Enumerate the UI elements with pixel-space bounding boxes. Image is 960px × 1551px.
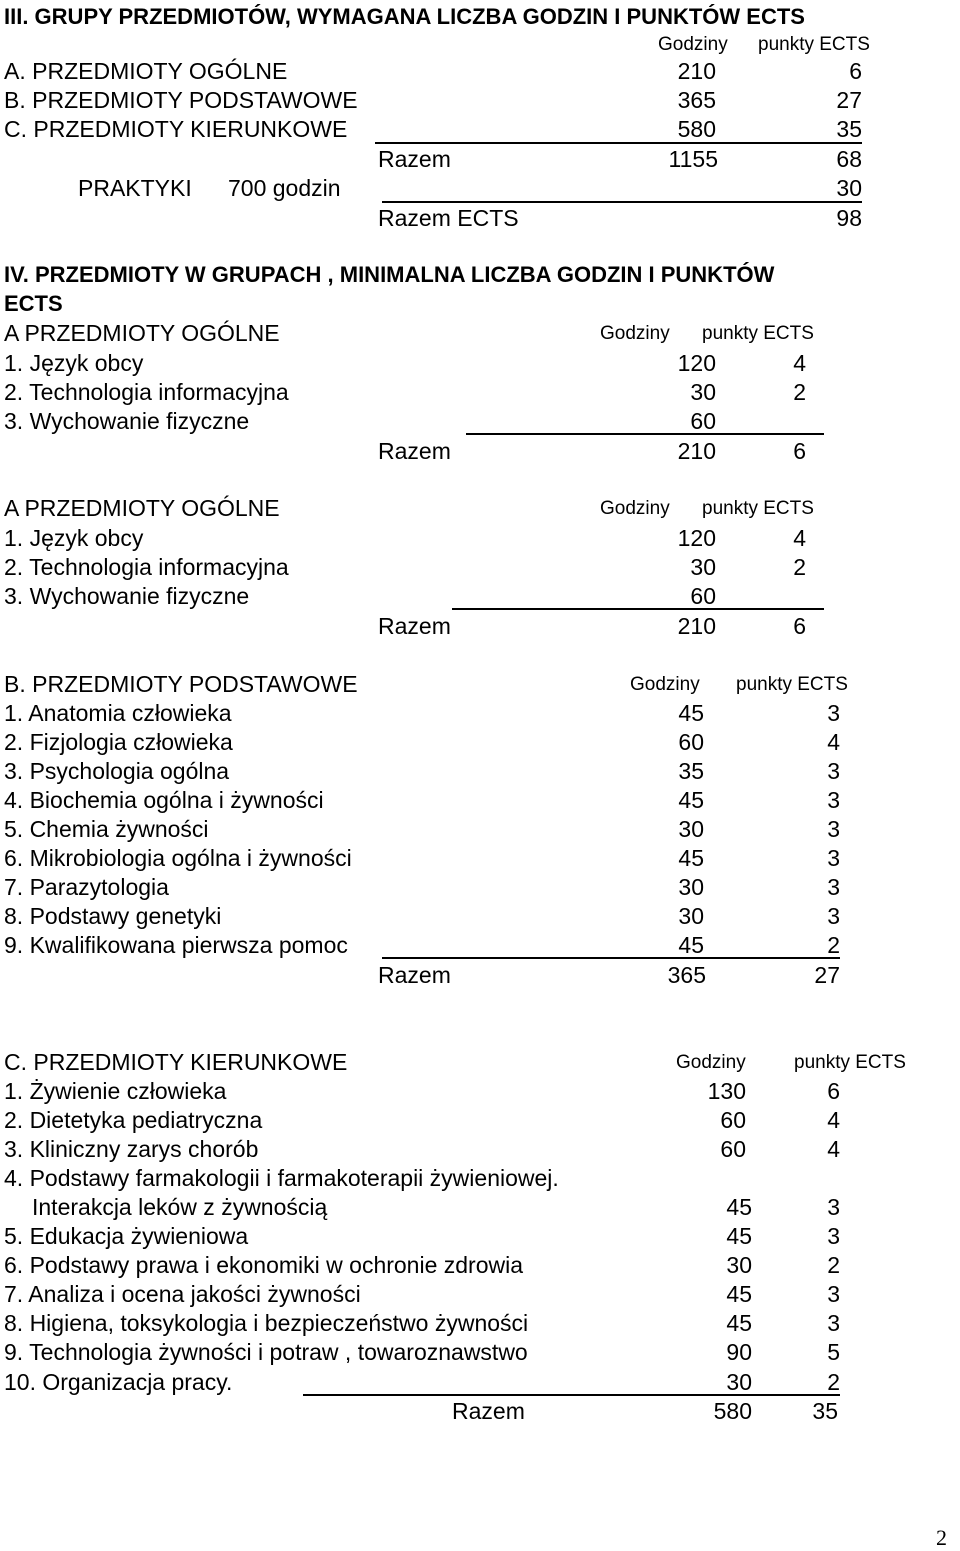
sum-hours: 580 <box>713 1398 752 1424</box>
subject-hours: 45 <box>678 787 704 813</box>
underline <box>382 957 840 959</box>
subject-ects: 2 <box>793 379 806 405</box>
col-hours-header: Godziny <box>630 674 700 695</box>
subject-ects: 3 <box>827 1223 840 1249</box>
subject-hours: 45 <box>726 1194 752 1220</box>
subject-label: 1. Żywienie człowieka <box>4 1078 227 1104</box>
subject-hours: 30 <box>678 874 704 900</box>
subject-hours: 90 <box>726 1339 752 1365</box>
subject-ects: 3 <box>827 758 840 784</box>
subject-label: 10. Organizacja pracy. <box>4 1369 233 1395</box>
subject-label: 5. Edukacja żywieniowa <box>4 1223 249 1249</box>
subject-ects: 3 <box>827 874 840 900</box>
subject-label: 7. Analiza i ocena jakości żywności <box>4 1281 361 1307</box>
subject-label: 1. Anatomia człowieka <box>4 700 232 726</box>
subject-label: 2. Technologia informacyjna <box>4 554 289 580</box>
sum-label: Razem <box>378 438 451 464</box>
subject-hours: 60 <box>690 408 716 434</box>
subject-label: 3. Psychologia ogólna <box>4 758 230 784</box>
subject-hours: 30 <box>690 379 716 405</box>
section-3-title: III. GRUPY PRZEDMIOTÓW, WYMAGANA LICZBA GODZIN I PUNKTÓW ECTS <box>4 4 805 29</box>
subject-ects: 4 <box>827 1136 840 1162</box>
col-ects-header: punkty ECTS <box>794 1052 906 1073</box>
col-ects-header: punkty ECTS <box>702 323 814 344</box>
subject-label: 3. Wychowanie fizyczne <box>4 408 250 434</box>
subject-ects: 2 <box>827 1252 840 1278</box>
page-number: 2 <box>936 1525 947 1550</box>
subject-hours: 30 <box>690 554 716 580</box>
row-ects: 6 <box>849 58 862 84</box>
subject-hours: 130 <box>707 1078 746 1104</box>
sum-hours: 210 <box>677 613 716 639</box>
subject-ects: 3 <box>827 845 840 871</box>
subject-hours: 30 <box>726 1252 752 1278</box>
subject-label: 2. Fizjologia człowieka <box>4 729 233 755</box>
sum-hours: 365 <box>667 962 706 988</box>
sum-label: Razem <box>378 613 451 639</box>
row-hours: 580 <box>677 116 716 142</box>
subject-ects: 5 <box>827 1339 840 1365</box>
subject-label-cont: Interakcja leków z żywnością <box>32 1194 328 1220</box>
row-ects: 35 <box>836 116 862 142</box>
practice-ects: 30 <box>836 175 862 201</box>
row-ects: 27 <box>836 87 862 113</box>
subject-hours: 60 <box>690 583 716 609</box>
underline <box>466 433 824 435</box>
subject-label: 2. Dietetyka pediatryczna <box>4 1107 263 1133</box>
subject-hours: 45 <box>678 700 704 726</box>
sum-label: Razem <box>378 146 451 172</box>
subject-hours: 30 <box>678 903 704 929</box>
subject-label: 4. Podstawy farmakologii i farmakoterapii żywieniowej. <box>4 1165 559 1191</box>
practice-hours: 700 godzin <box>228 175 341 201</box>
group-title: A PRZEDMIOTY OGÓLNE <box>4 495 280 521</box>
subject-hours: 30 <box>726 1369 752 1395</box>
practice-label: PRAKTYKI <box>78 175 192 201</box>
subject-ects: 3 <box>827 1281 840 1307</box>
subject-label: 9. Technologia żywności i potraw , towaroznawstwo <box>4 1339 528 1365</box>
subject-label: 3. Wychowanie fizyczne <box>4 583 250 609</box>
subject-label: 8. Higiena, toksykologia i bezpieczeństwo żywności <box>4 1310 529 1336</box>
subject-hours: 60 <box>720 1107 746 1133</box>
subject-label: 4. Biochemia ogólna i żywności <box>4 787 324 813</box>
subject-hours: 30 <box>678 816 704 842</box>
sum-ects: 35 <box>812 1398 838 1424</box>
subject-hours: 45 <box>726 1223 752 1249</box>
group-title: B. PRZEDMIOTY PODSTAWOWE <box>4 671 358 697</box>
group-title: C. PRZEDMIOTY KIERUNKOWE <box>4 1049 348 1075</box>
sum-label: Razem <box>452 1398 525 1424</box>
subject-hours: 60 <box>720 1136 746 1162</box>
subject-ects: 3 <box>827 1310 840 1336</box>
col-hours-header: Godziny <box>676 1052 746 1073</box>
subject-ects: 4 <box>793 350 806 376</box>
sum-ects: 68 <box>836 146 862 172</box>
total-label: Razem ECTS <box>378 205 519 231</box>
subject-hours: 45 <box>726 1281 752 1307</box>
subject-label: 7. Parazytologia <box>4 874 169 900</box>
subject-ects: 3 <box>827 787 840 813</box>
subject-label: 8. Podstawy genetyki <box>4 903 222 929</box>
subject-ects: 3 <box>827 700 840 726</box>
subject-label: 6. Mikrobiologia ogólna i żywności <box>4 845 352 871</box>
subject-hours: 45 <box>678 845 704 871</box>
subject-label: 1. Język obcy <box>4 350 144 376</box>
underline <box>452 608 824 610</box>
subject-ects: 2 <box>827 932 840 958</box>
subject-hours: 45 <box>726 1310 752 1336</box>
subject-ects: 3 <box>827 1194 840 1220</box>
subject-label: 1. Język obcy <box>4 525 144 551</box>
subject-label: 2. Technologia informacyjna <box>4 379 289 405</box>
section-4-title: IV. PRZEDMIOTY W GRUPACH , MINIMALNA LICZBA GODZIN I PUNKTÓW <box>4 262 775 287</box>
subject-hours: 120 <box>677 350 716 376</box>
sum-hours: 1155 <box>668 146 718 172</box>
subject-ects: 2 <box>827 1369 840 1395</box>
subject-label: 9. Kwalifikowana pierwsza pomoc <box>4 932 348 958</box>
col-hours-header: Godziny <box>600 323 670 344</box>
subject-ects: 4 <box>827 729 840 755</box>
sum-ects: 6 <box>793 438 806 464</box>
subject-ects: 3 <box>827 903 840 929</box>
subject-hours: 45 <box>678 932 704 958</box>
total-ects: 98 <box>836 205 862 231</box>
group-title: A PRZEDMIOTY OGÓLNE <box>4 320 280 346</box>
sum-ects: 27 <box>814 962 840 988</box>
subject-ects: 3 <box>827 816 840 842</box>
underline <box>303 1394 840 1396</box>
subject-ects: 6 <box>827 1078 840 1104</box>
row-label: A. PRZEDMIOTY OGÓLNE <box>4 58 288 84</box>
row-label: B. PRZEDMIOTY PODSTAWOWE <box>4 87 358 113</box>
subject-ects: 4 <box>827 1107 840 1133</box>
col-ects-header: punkty ECTS <box>736 674 848 695</box>
section-4-title-cont: ECTS <box>4 291 63 316</box>
subject-label: 6. Podstawy prawa i ekonomiki w ochronie zdrowia <box>4 1252 524 1278</box>
col-hours-header: Godziny <box>658 34 728 55</box>
row-hours: 210 <box>677 58 716 84</box>
sum-ects: 6 <box>793 613 806 639</box>
subject-ects: 4 <box>793 525 806 551</box>
row-hours: 365 <box>677 87 716 113</box>
subject-hours: 35 <box>678 758 704 784</box>
subject-hours: 120 <box>677 525 716 551</box>
col-ects-header: punkty ECTS <box>702 498 814 519</box>
subject-ects: 2 <box>793 554 806 580</box>
subject-label: 3. Kliniczny zarys chorób <box>4 1136 259 1162</box>
subject-label: 5. Chemia żywności <box>4 816 209 842</box>
underline <box>382 201 862 203</box>
underline <box>375 142 862 144</box>
col-hours-header: Godziny <box>600 498 670 519</box>
sum-hours: 210 <box>677 438 716 464</box>
sum-label: Razem <box>378 962 451 988</box>
subject-hours: 60 <box>678 729 704 755</box>
row-label: C. PRZEDMIOTY KIERUNKOWE <box>4 116 348 142</box>
col-ects-header: punkty ECTS <box>758 34 870 55</box>
